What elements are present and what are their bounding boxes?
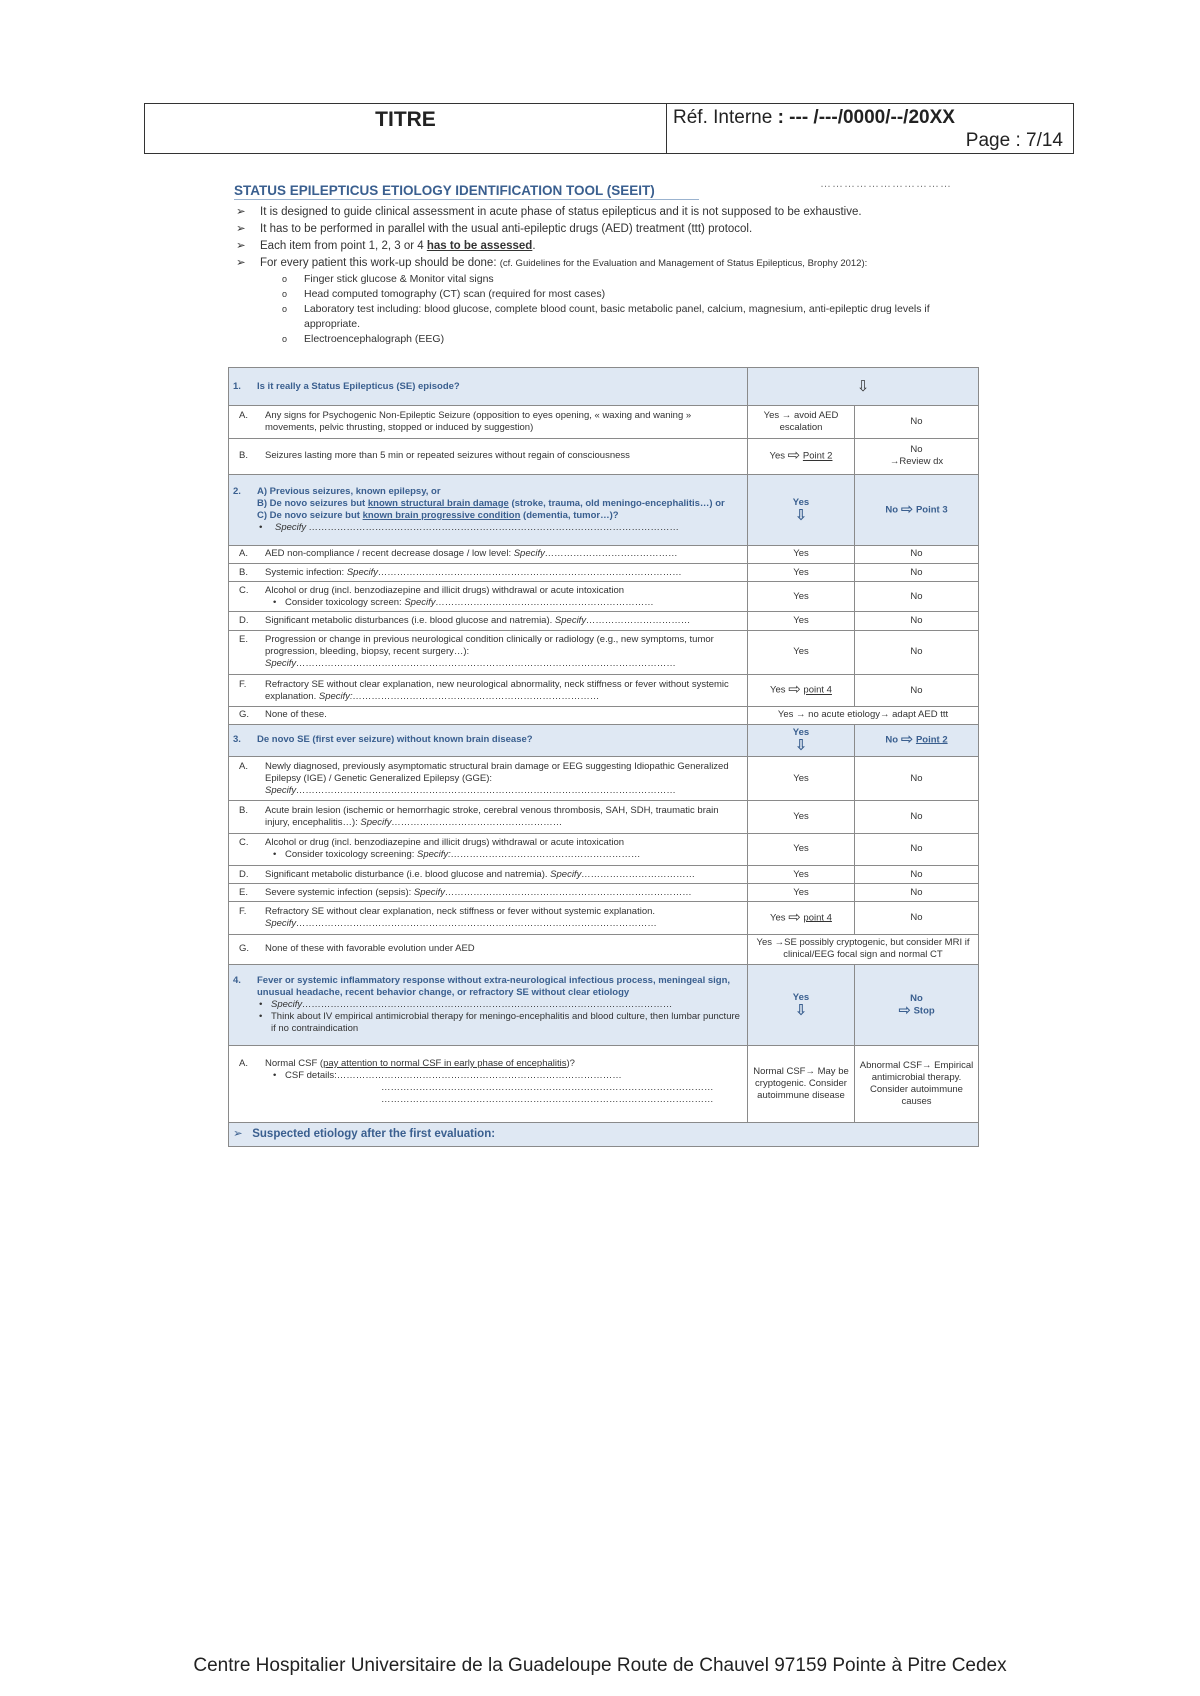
right-arrow-icon: ⇨ (788, 908, 801, 926)
reference-block (667, 104, 1073, 153)
arrow-bullet-icon: ➢ (236, 206, 246, 218)
document-title: TITRE (145, 104, 667, 153)
section-4-header: 4. Fever or systemic inflammatory response without extra-neurological infectious process, meningeal sign, unusual headache, recent behavior change, or refractory SE without clear etiology • Specify……………………………………………………………………………………………………… • Think about IV empirical antimicrobial therapy for meningo-encephalitis and blood culture, then lumbar puncture if no contraindication Yes ⇩ No ⇨ Stop (229, 964, 979, 1045)
intro-item: ➢ For every patient this work-up should be done: (cf. Guidelines for the Evaluation and Management of Status Epilepticus, Brophy 2012): (234, 255, 978, 272)
workup-item: o Head computed tomography (CT) scan (required for most cases) (282, 288, 606, 300)
table-row: A. AED non-compliance / recent decrease dosage / low level: Specify…………………………………… Yes No (229, 545, 979, 563)
seeit-intro (234, 183, 978, 347)
table-row: B. Acute brain lesion (ischemic or hemorrhagic stroke, cerebral venous thrombosis, SAH, SDH, traumatic brain injury, encephalitis…): Specify……………………………………………… Yes No (229, 801, 979, 833)
table-row: A. Newly diagnosed, previously asymptomatic structural brain damage or EEG suggesting Idiopathic Generalized Epilepsy (IGE) / Genetic Generalized Epilepsy (GGE): Specify………………………………………………………………………………………………………… Yes No (229, 756, 979, 800)
page-number: Page : 7/14 (965, 130, 1063, 151)
table-row: F. Refractory SE without clear explanation, new neurological abnormality, neck stiffness or fever without systemic explanation. Specify:…………………………………………………………………… Yes ⇨ point 4 No (229, 675, 979, 707)
down-arrow-icon: ⇩ (794, 737, 808, 755)
signature-line: …………………………… (820, 178, 952, 190)
intro-list (234, 204, 978, 272)
tool-title: STATUS EPILEPTICUS ETIOLOGY IDENTIFICATION TOOL (SEEIT) (234, 183, 699, 200)
table-row: E. Severe systemic infection (sepsis): Specify…………………………………………………………………… Yes No (229, 884, 979, 902)
right-arrow-icon: ⇨ (900, 500, 914, 518)
workup-list (234, 272, 978, 347)
table-row: B. Systemic infection: Specify…………………………………………………………………………………… Yes No (229, 563, 979, 581)
right-arrow-icon: ⇨ (788, 681, 801, 699)
section-1-header: 1. Is it really a Status Epilepticus (SE) episode? ⇩ (229, 368, 979, 406)
table-row: G. None of these with favorable evolution under AED Yes →SE possibly cryptogenic, but consider MRI if clinical/EEG focal sign and normal CT (229, 934, 979, 964)
arrow-bullet-icon: ➢ (236, 257, 246, 269)
table-row: C. Alcohol or drug (incl. benzodiazepine and illicit drugs) withdrawal or acute intoxication • Consider toxicology screening: Specify:…………………………………………………… Yes No (229, 833, 979, 865)
arrow-bullet-icon: ➢ (236, 240, 246, 252)
suspected-etiology-row: ➢ Suspected etiology after the first evaluation: (229, 1122, 979, 1146)
table-row: C. Alcohol or drug (incl. benzodiazepine and illicit drugs) withdrawal or acute intoxication • Consider toxicology screen: Specify…………………………………………………………… Yes No (229, 582, 979, 612)
table-row: E. Progression or change in previous neurological condition clinically or radiology (e.g., new symptoms, tumor progression, bleeding, biopsy, recent surgery…): Specify………………………………………………………………………………………………………… Yes No (229, 630, 979, 674)
intro-item: ➢ It is designed to guide clinical assessment in acute phase of status epilepticus and it is not supposed to be exhaustive. (234, 204, 978, 221)
right-arrow-icon: ⇨ (787, 447, 801, 465)
table-row: A. Any signs for Psychogenic Non-Epileptic Seizure (opposition to eyes opening, « waxing and waning » movements, pelvic thrusting, stopped or induced by suggestion) Yes → avoid AED escalation No (229, 406, 979, 438)
table-row: D. Significant metabolic disturbances (i.e. blood glucose and natremia). Specify…………………………… Yes No (229, 612, 979, 630)
ref-label: Réf. Interne (673, 107, 773, 128)
section-2-header: 2. A) Previous seizures, known epilepsy, or B) De novo seizures but known structural brain damage (stroke, trauma, old meningo-encephalitis…) or C) De novo seizure but known brain progressive condition (dementia, tumor…)? • Specify ……………………………………………………………………………………………………… Yes ⇩ No ⇨ Point 3 (229, 475, 979, 546)
table-row: D. Significant metabolic disturbance (i.e. blood glucose and natremia). Specify……………………………… Yes No (229, 866, 979, 884)
right-arrow-icon: ⇨ (898, 1001, 911, 1019)
workup-item: o Finger stick glucose & Monitor vital signs (282, 273, 494, 285)
internal-reference (673, 107, 955, 129)
table-row: B. Seizures lasting more than 5 min or repeated seizures without regain of consciousness Yes ⇨ Point 2 No →Review dx (229, 438, 979, 474)
workup-item: o Laboratory test including: blood glucose, complete blood count, basic metabolic panel, calcium, magnesium, anti-epileptic drug levels if appropriate. (282, 303, 930, 330)
table-row: F. Refractory SE without clear explanation, neck stiffness or fever without systemic explanation. Specify…………………………………………………………………………………………………… Yes ⇨ point 4 No (229, 902, 979, 934)
table-row: G. None of these. Yes → no acute etiology→ adapt AED ttt (229, 707, 979, 724)
down-arrow-icon: ⇩ (856, 377, 870, 395)
arrow-bullet-icon: ➢ (233, 1128, 243, 1141)
intro-item: ➢ It has to be performed in parallel with the usual anti-epileptic drugs (AED) treatment (ttt) protocol. (234, 221, 978, 238)
section-3-header: 3. De novo SE (first ever seizure) without known brain disease? Yes ⇩ No ⇨ Point 2 (229, 724, 979, 756)
down-arrow-icon: ⇩ (794, 1001, 808, 1019)
seeit-table (228, 367, 979, 1147)
document-header (144, 103, 1074, 154)
workup-item: o Electroencephalograph (EEG) (282, 333, 445, 345)
arrow-bullet-icon: ➢ (236, 223, 246, 235)
page-footer: Centre Hospitalier Universitaire de la Guadeloupe Route de Chauvel 97159 Pointe à Pitre Cedex (193, 1655, 1007, 1676)
down-arrow-icon: ⇩ (794, 506, 808, 524)
table-row: A. Normal CSF (pay attention to normal CSF in early phase of encephalitis)? • CSF details:……………………………………………………………………………… …………………………………………………………………………………………… …………………………………………………………………………………………… Normal CSF→ May be cryptogenic. Consider autoimmune disease Abnormal CSF→ Empirical antimicrobial therapy. Consider autoimmune causes (229, 1045, 979, 1122)
ref-value: : --- /---/0000/--/20XX (777, 107, 955, 128)
intro-item: ➢ Each item from point 1, 2, 3 or 4 has to be assessed. (234, 238, 978, 255)
right-arrow-icon: ⇨ (900, 730, 914, 748)
